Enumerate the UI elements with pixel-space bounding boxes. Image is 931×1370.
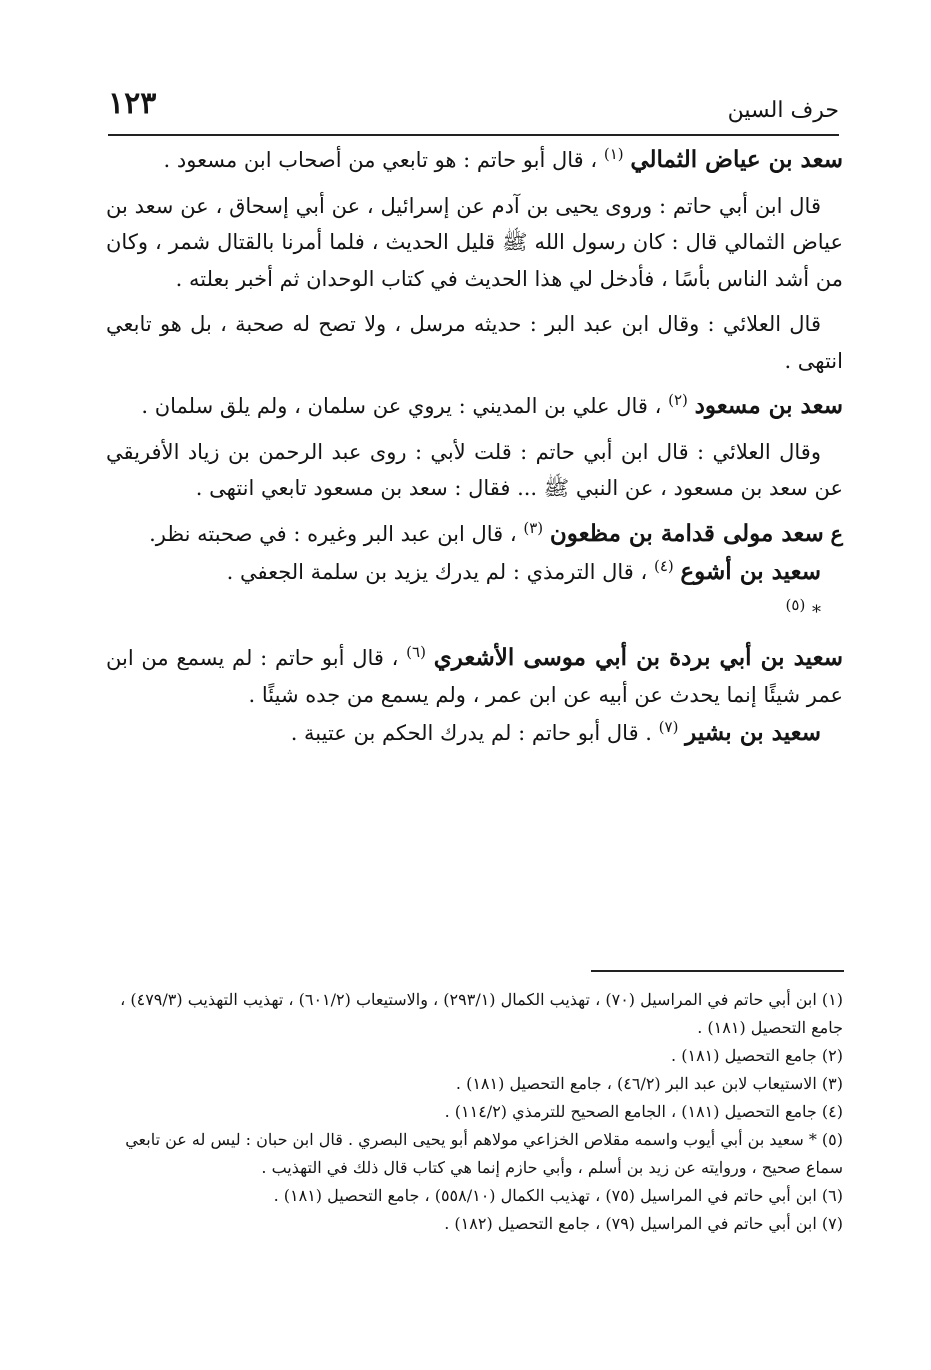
- star-marker: *: [812, 601, 821, 623]
- footnote-text: الاستيعاب لابن عبد البر (٤٦/٢) ، جامع التحصيل (١٨١) .: [455, 1074, 817, 1093]
- entry-heading: سعيد بن أشوع: [680, 558, 821, 585]
- entry-text: ، قال أبو حاتم : هو تابعي من أصحاب ابن مسعود .: [163, 148, 598, 172]
- footnote-text: جامع التحصيل (١٨١) .: [671, 1046, 817, 1065]
- footnote-text: * سعيد بن أبي أيوب واسمه مقلاص الخزاعي مولاهم أبو يحيى البصري . قال ابن حبان : ليس له عن تابعي سماع صحيح ، وروايته عن زيد بن أسلم ، وأبي حازم إنما هي كتاب قال ذلك في التهذيب .: [125, 1130, 843, 1177]
- entry-said-ibn-ashwa: [106, 554, 843, 591]
- entry-heading: سعد مولى قدامة بن مظعون: [549, 519, 824, 547]
- entry-text: قال العلائي : وقال ابن عبد البر : حديثه مرسل ، ولا تصح له صحبة ، بل هو تابعي انتهى .: [106, 312, 843, 373]
- footnote-ref: (٦): [406, 643, 426, 661]
- paragraph: [106, 188, 843, 298]
- footnote: [100, 1042, 843, 1070]
- footnote: [100, 1126, 843, 1182]
- footnote-number: (٦): [821, 1186, 843, 1205]
- footnote: [100, 986, 843, 1042]
- footnote: [100, 1098, 843, 1126]
- page-number: ١٢٣: [108, 86, 157, 121]
- footnote: [100, 1210, 843, 1238]
- footnote-number: (١): [821, 990, 843, 1009]
- entry-said-ibn-abi-burda: [106, 640, 843, 713]
- paragraph: [106, 306, 843, 379]
- entry-saad-mawla-qudama: [106, 516, 843, 553]
- entry-text: ، قال الترمذي : لم يدرك يزيد بن سلمة الجعفي .: [226, 560, 648, 584]
- footnote-number: (٣): [821, 1074, 843, 1093]
- footnote-divider: [591, 970, 844, 972]
- running-title: حرف السين: [727, 98, 839, 123]
- entry-heading: سعيد بن بشير: [685, 719, 821, 746]
- footnote-ref: (٢): [668, 391, 688, 409]
- footnote-text: ابن أبي حاتم في المراسيل (٧٠) ، تهذيب الكمال (٢٩٣/١) ، والاستيعاب (٦٠١/٢) ، تهذيب التهذيب (٤٧٩/٣) ، جامع التحصيل (١٨١) .: [120, 990, 843, 1037]
- entry-heading: سعيد بن أبي بردة بن أبي موسى الأشعري: [433, 644, 843, 671]
- footnote-text: جامع التحصيل (١٨١) ، الجامع الصحيح للترمذي (١١٤/٢) .: [444, 1102, 817, 1121]
- entry-text: ، قال علي بن المديني : يروي عن سلمان ، ولم يلق سلمان .: [141, 394, 662, 418]
- entry-text: ، قال أبو حاتم : لم يسمع من ابن عمر شيئًا إنما يحدث عن أبيه عن ابن عمر ، ولم يسمع من جده شيئًا .: [106, 646, 843, 707]
- entry-saad-ibn-masud: [106, 388, 843, 425]
- page-header: [108, 84, 839, 136]
- footnote-text: ابن أبي حاتم في المراسيل (٧٩) ، جامع التحصيل (١٨٢) .: [444, 1214, 817, 1233]
- entry-heading: سعد بن مسعود: [694, 392, 843, 419]
- footnote-number: (٢): [821, 1046, 843, 1065]
- footnote: [100, 1182, 843, 1210]
- footnote-ref: (١): [603, 145, 624, 163]
- entry-said-ibn-bashir: [106, 715, 843, 752]
- entry-text: ، قال ابن عبد البر وغيره : في صحبته نظر.: [149, 521, 517, 546]
- footnote-number: (٥): [821, 1130, 843, 1149]
- footnote-ref: (٧): [658, 718, 679, 736]
- entry-heading: سعد بن عياض الثمالي: [630, 146, 843, 173]
- entry-text: وقال العلائي : قال ابن أبي حاتم : قلت لأبي : روى عبد الرحمن بن زياد الأفريقي عن سعد بن مسعود ، عن النبي ﷺ ... فقال : سعد بن مسعود تابعي انتهى .: [106, 439, 843, 500]
- footnote-text: ابن أبي حاتم في المراسيل (٧٥) ، تهذيب الكمال (٥٥٨/١٠) ، جامع التحصيل (١٨١) .: [273, 1186, 817, 1205]
- rumuz-marker: ع: [830, 520, 843, 546]
- footnote-ref: (٤): [653, 557, 674, 575]
- footnote-ref: (٣): [523, 518, 544, 537]
- main-text: [106, 142, 843, 761]
- entry-star: [106, 593, 843, 632]
- entry-text: قال ابن أبي حاتم : وروى يحيى بن آدم عن إسرائيل ، عن أبي إسحاق ، عن سعد بن عياض الثمالي قال : كان رسول الله ﷺ قليل الحديث ، فلما أمرنا بالقتال شمر ، وكان من أشد الناس بأسًا ، فأدخل لي هذا الحديث في كتاب الوحدان ثم أخبر بعلته .: [106, 193, 843, 291]
- footnote-ref: (٥): [785, 595, 806, 614]
- footnote-number: (٤): [821, 1102, 843, 1121]
- footnote: [100, 1070, 843, 1098]
- entry-saad-ibn-iyad: [106, 142, 843, 179]
- footnotes: [100, 986, 843, 1238]
- entry-text: . قال أبو حاتم : لم يدرك الحكم بن عتيبة .: [290, 721, 652, 745]
- paragraph: [106, 434, 843, 507]
- footnote-number: (٧): [821, 1214, 843, 1233]
